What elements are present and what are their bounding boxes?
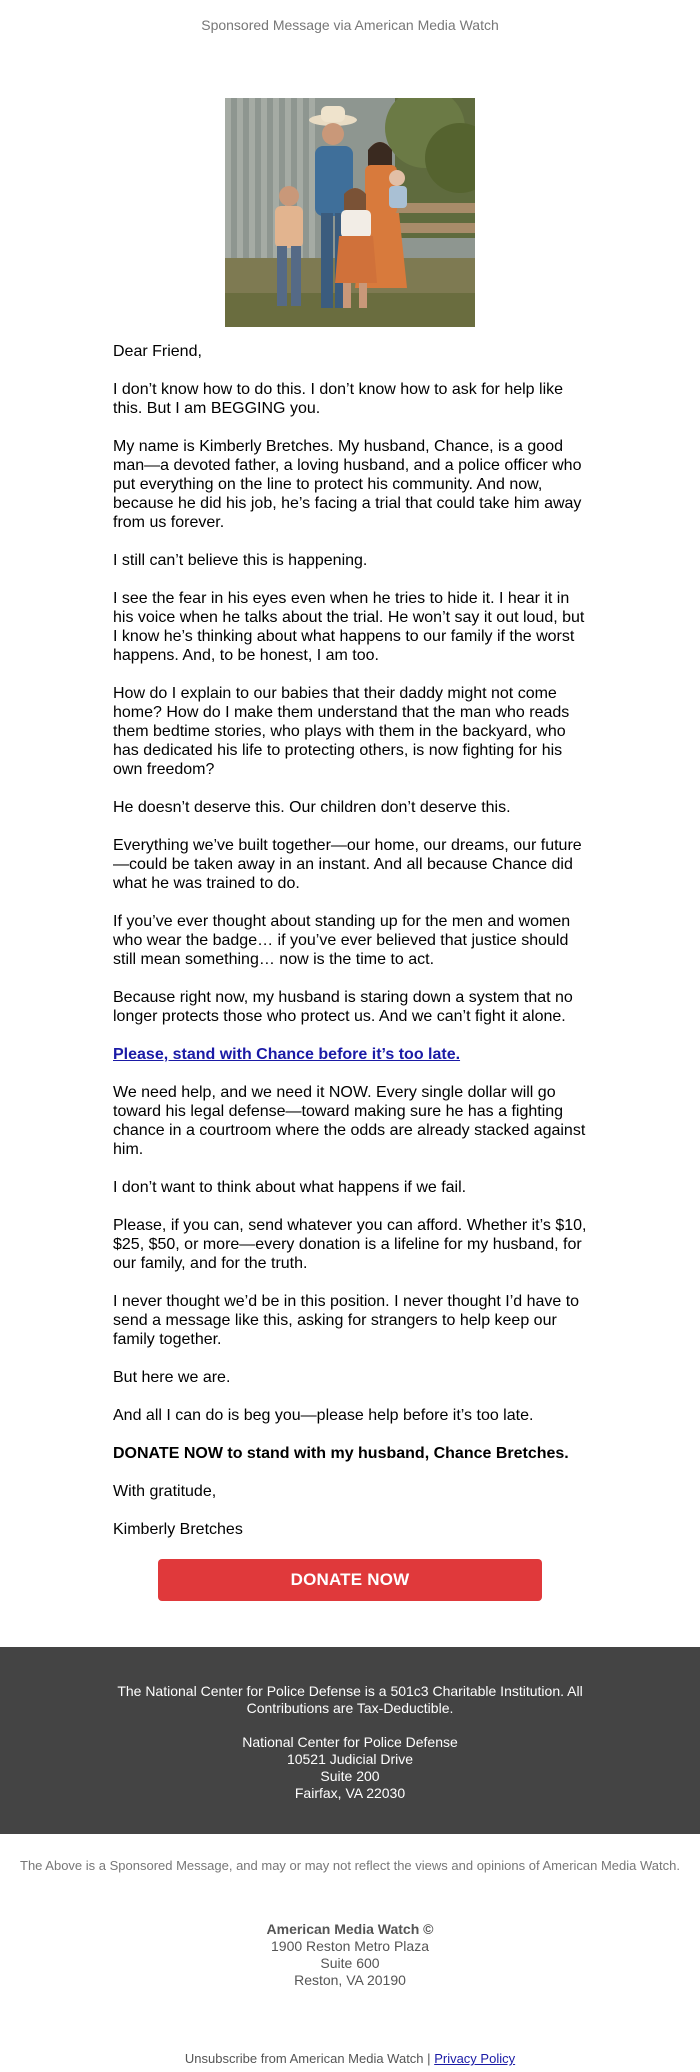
- sponsor-note-text: The Above is a Sponsored Message, and may or may not reflect the views and opinions of American Media Watch.: [20, 1858, 680, 1873]
- privacy-policy-link[interactable]: Privacy Policy: [434, 2051, 516, 2066]
- amw-address-line: Reston, VA 20190: [294, 1972, 406, 1988]
- letter-paragraph: We need help, and we need it NOW. Every single dollar will go toward his legal defense—toward making sure he has a fighting chance in a courtroom where the odds are already stacked against him.: [113, 1084, 586, 1158]
- stand-with-chance-link[interactable]: Please, stand with Chance before it’s too late.: [113, 1046, 461, 1063]
- letter-body: [113, 332, 587, 1539]
- closing: With gratitude,: [113, 1483, 217, 1500]
- separator: |: [427, 2051, 431, 2066]
- org-address-line: Suite 200: [320, 1768, 380, 1784]
- org-address-line: 10521 Judicial Drive: [286, 1751, 414, 1767]
- letter-paragraph: I don’t want to think about what happens if we fail.: [113, 1179, 467, 1196]
- letter-paragraph: How do I explain to our babies that their daddy might not come home? How do I make them understand that the man who reads them bedtime stories, who plays with them in the backyard, who has dedicated his life to protecting others, is now fighting for his own freedom?: [113, 685, 570, 778]
- sponsor-header: [0, 0, 700, 98]
- letter-paragraph: He doesn’t deserve this. Our children don’t deserve this.: [113, 799, 511, 816]
- org-footer: [0, 1647, 700, 1834]
- unsubscribe-row: [0, 1989, 700, 2066]
- letter-paragraph: I never thought we’d be in this position. I never thought I’d have to send a message like this, asking for strangers to help keep our family together.: [113, 1293, 580, 1348]
- amw-address-line: 1900 Reston Metro Plaza: [271, 1938, 429, 1954]
- family-photo: [225, 98, 475, 327]
- unsubscribe-link[interactable]: Unsubscribe from American Media Watch: [184, 2051, 424, 2066]
- org-name: National Center for Police Defense: [242, 1734, 458, 1750]
- letter-paragraph: I see the fear in his eyes even when he tries to hide it. I hear it in his voice when he talks about the trial. He won’t say it out loud, but I know he’s thinking about what happens to our family if the worst happens. And, to be honest, I am too.: [113, 590, 585, 664]
- letter-paragraph: My name is Kimberly Bretches. My husband, Chance, is a good man—a devoted father, a loving husband, and a police officer who put everything on the line to protect his community. And now, because he did his job, he’s facing a trial that could take him away from us forever.: [113, 438, 582, 531]
- sponsor-note: [0, 1834, 700, 1921]
- letter-paragraph: Because right now, my husband is staring down a system that no longer protects those who protect us. And we can’t fight it alone.: [113, 989, 573, 1025]
- sponsor-header-text: Sponsored Message via American Media Watch: [201, 17, 499, 33]
- org-address-line: Fairfax, VA 22030: [294, 1785, 406, 1801]
- letter-paragraph: Please, if you can, send whatever you can afford. Whether it’s $10, $25, $50, or more—every donation is a lifeline for my husband, for our family, and for the truth.: [113, 1217, 587, 1272]
- stand-with-chance-paragraph: [113, 1045, 587, 1064]
- family-photo-illustration: [225, 98, 475, 327]
- donate-button-wrap: [0, 1558, 700, 1647]
- letter-paragraph: I still can’t believe this is happening.: [113, 552, 368, 569]
- amw-name: American Media Watch ©: [266, 1921, 434, 1937]
- letter-paragraph: If you’ve ever thought about standing up for the men and women who wear the badge… if you’ve ever believed that justice should still mean something… now is the time to act.: [113, 913, 571, 968]
- letter-paragraph: And all I can do is beg you—please help before it’s too late.: [113, 1407, 534, 1424]
- donate-cta-text: DONATE NOW to stand with my husband, Chance Bretches.: [113, 1445, 569, 1462]
- amw-address-block: [0, 1921, 700, 1989]
- donate-now-button[interactable]: DONATE NOW: [158, 1559, 542, 1601]
- salutation: Dear Friend,: [113, 343, 202, 360]
- signature: Kimberly Bretches: [113, 1521, 243, 1538]
- letter-paragraph: Everything we’ve built together—our home, our dreams, our future—could be taken away in an instant. And all because Chance did what he was trained to do.: [113, 837, 582, 892]
- hero-image-wrap: [0, 98, 700, 332]
- amw-address-line: Suite 600: [320, 1955, 380, 1971]
- tax-disclaimer: The National Center for Police Defense is a 501c3 Charitable Institution. All Contributions are Tax-Deductible.: [117, 1683, 583, 1716]
- letter-paragraph: But here we are.: [113, 1369, 231, 1386]
- letter-paragraph: I don’t know how to do this. I don’t know how to ask for help like this. But I am BEGGING you.: [113, 381, 564, 417]
